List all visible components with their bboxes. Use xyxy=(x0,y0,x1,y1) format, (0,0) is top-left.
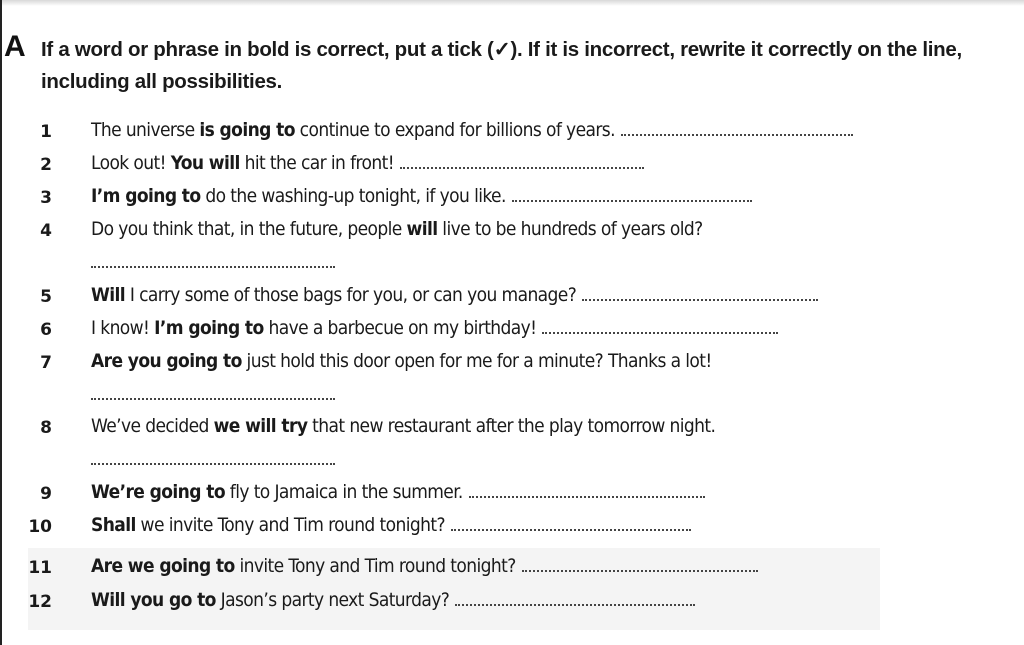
answer-line[interactable] xyxy=(512,199,752,202)
bold-phrase: Will xyxy=(91,284,126,306)
item-sentence xyxy=(91,555,758,577)
answer-line[interactable] xyxy=(522,569,758,572)
sentence-text: fly to Jamaica in the summer. xyxy=(224,481,463,503)
bold-phrase: We’re going to xyxy=(91,481,225,503)
top-edge-shadow xyxy=(0,0,1024,6)
item-number: 12 xyxy=(28,592,52,612)
item-sentence xyxy=(91,481,705,503)
exercise-item-9 xyxy=(0,480,1024,510)
answer-line[interactable] xyxy=(400,166,644,169)
sentence-text: Look out! xyxy=(91,152,171,174)
exercise-item-10 xyxy=(0,513,1024,543)
sentence-text: have a barbecue on my birthday! xyxy=(263,317,537,339)
exercise-item-8 xyxy=(0,414,1024,444)
sentence-text: do the washing-up tonight, if you like. xyxy=(200,185,506,207)
exercise-letter: A xyxy=(4,30,26,63)
item-sentence xyxy=(91,317,778,339)
item-sentence xyxy=(91,152,644,174)
answer-line[interactable] xyxy=(451,528,691,531)
item-number: 1 xyxy=(40,122,52,142)
answer-line[interactable] xyxy=(91,397,335,400)
item-number: 6 xyxy=(40,320,52,340)
bold-phrase: Shall xyxy=(91,514,136,536)
bold-phrase: I’m going to xyxy=(91,185,201,207)
sentence-text: The universe xyxy=(91,119,200,141)
item-number: 7 xyxy=(40,353,52,373)
sentence-text: Jason’s party next Saturday? xyxy=(215,589,450,611)
sentence-text: Do you think that, in the future, people xyxy=(91,218,407,240)
sentence-text: that new restaurant after the play tomorrow night. xyxy=(307,415,716,437)
exercise-item-5 xyxy=(0,283,1024,313)
item-sentence xyxy=(91,514,691,536)
answer-line[interactable] xyxy=(542,331,778,334)
bold-phrase: You will xyxy=(170,152,240,174)
bold-phrase: will xyxy=(406,218,438,240)
sentence-text: We’ve decided xyxy=(91,415,214,437)
bold-phrase: Are you going to xyxy=(91,350,242,372)
sentence-text: I carry some of those bags for you, or can you manage? xyxy=(125,284,577,306)
sentence-text: just hold this door open for me for a minute? Thanks a lot! xyxy=(241,350,712,372)
item-number: 11 xyxy=(28,558,52,578)
exercise-item-3 xyxy=(0,184,1024,214)
bold-phrase: I’m going to xyxy=(154,317,264,339)
bold-phrase: we will try xyxy=(213,415,308,437)
sentence-text: hit the car in front! xyxy=(239,152,394,174)
answer-line[interactable] xyxy=(455,603,695,606)
sentence-text: live to be hundreds of years old? xyxy=(437,218,703,240)
exercise-item-2 xyxy=(0,151,1024,181)
exercise-item-4 xyxy=(0,217,1024,247)
item-sentence xyxy=(91,415,715,437)
answer-line[interactable] xyxy=(582,298,818,301)
answer-line[interactable] xyxy=(91,265,335,268)
item-number: 4 xyxy=(40,221,52,241)
item-sentence xyxy=(91,119,853,141)
bold-phrase: Are we going to xyxy=(91,555,235,577)
sentence-text: continue to expand for billions of years. xyxy=(294,119,615,141)
bold-phrase: is going to xyxy=(199,119,295,141)
item-number: 2 xyxy=(40,155,52,175)
item-number: 9 xyxy=(40,484,52,504)
answer-line[interactable] xyxy=(469,495,705,498)
sentence-text: I know! xyxy=(91,317,155,339)
answer-line[interactable] xyxy=(621,133,853,136)
sentence-text: invite Tony and Tim round tonight? xyxy=(234,555,516,577)
item-number: 5 xyxy=(40,287,52,307)
exercise-instructions: If a word or phrase in bold is correct, put a tick (✓). If it is incorrect, rewrite it correctly on the line, including all possibilities. xyxy=(41,38,962,93)
exercise-item-7 xyxy=(0,349,1024,379)
exercise-item-6 xyxy=(0,316,1024,346)
item-number: 10 xyxy=(28,517,52,537)
item-sentence xyxy=(91,350,712,372)
bold-phrase: Will you go to xyxy=(91,589,216,611)
answer-line[interactable] xyxy=(91,462,335,465)
item-sentence xyxy=(91,185,752,207)
exercise-item-12 xyxy=(0,588,1024,618)
item-sentence xyxy=(91,284,818,306)
item-sentence xyxy=(91,589,695,611)
exercise-item-11 xyxy=(0,554,1024,584)
item-number: 3 xyxy=(40,188,52,208)
item-number: 8 xyxy=(40,418,52,438)
exercise-item-1 xyxy=(0,118,1024,148)
sentence-text: we invite Tony and Tim round tonight? xyxy=(135,514,445,536)
item-sentence xyxy=(91,218,703,240)
